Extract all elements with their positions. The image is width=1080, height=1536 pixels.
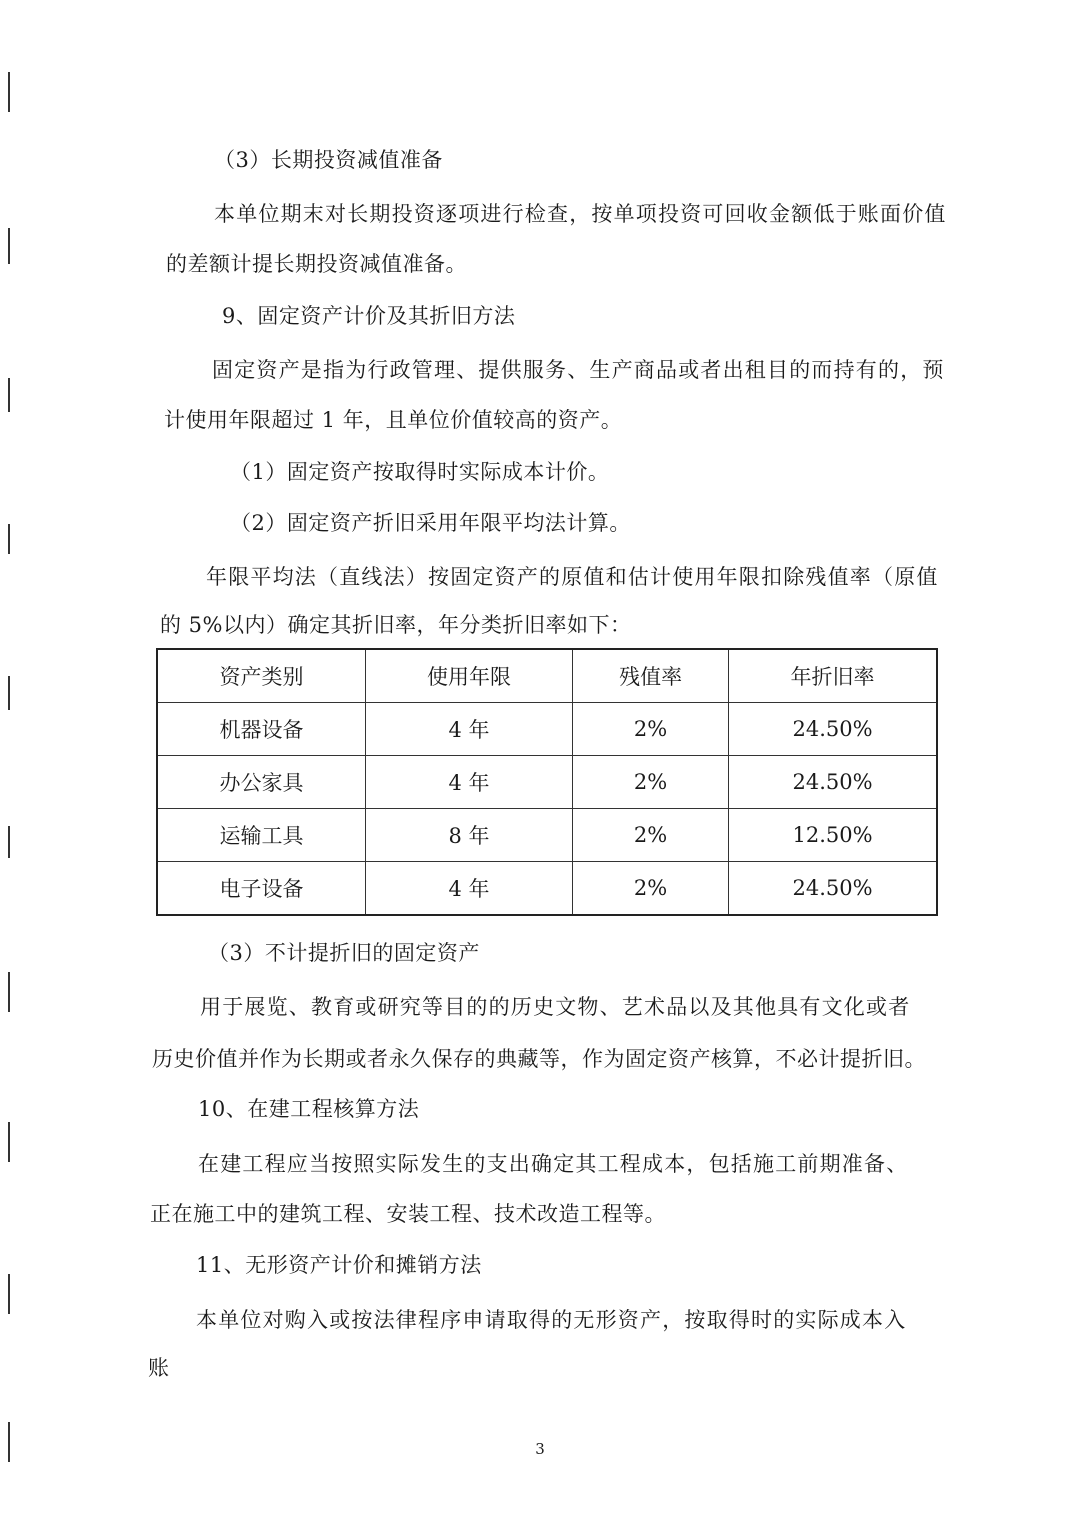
table-cell: 2% (573, 862, 729, 916)
paragraph-text: 账 (148, 1356, 170, 1380)
paragraph-text: 的 5%以内）确定其折旧率，年分类折旧率如下： (160, 613, 632, 637)
table-row (157, 756, 937, 809)
table-header-cell: 年折旧率 (729, 649, 937, 703)
scan-mark (8, 1274, 10, 1314)
paragraph-text: 正在施工中的建筑工程、安装工程、技术改造工程等。 (150, 1202, 666, 1226)
scan-mark (8, 524, 10, 554)
section-heading-fixed-assets: 9、固定资产计价及其折旧方法 (222, 304, 516, 328)
scan-mark (8, 72, 10, 112)
paragraph-text: 的差额计提长期投资减值准备。 (166, 252, 467, 276)
table-cell: 4 年 (365, 703, 572, 756)
scan-mark (8, 826, 10, 858)
table-cell: 机器设备 (157, 703, 365, 756)
table-cell: 24.50% (729, 862, 937, 916)
table-row (157, 862, 937, 916)
paragraph-text: 年限平均法（直线法）按固定资产的原值和估计使用年限扣除残值率（原值 (206, 565, 939, 589)
table-cell: 24.50% (729, 703, 937, 756)
table-cell: 2% (573, 756, 729, 809)
table-cell: 办公家具 (157, 756, 365, 809)
paragraph-text: 用于展览、教育或研究等目的的历史文物、艺术品以及其他具有文化或者 (200, 995, 911, 1019)
table-cell: 2% (573, 809, 729, 862)
paragraph-text: 计使用年限超过 1 年，且单位价值较高的资产。 (164, 408, 623, 432)
paragraph-text: 本单位对购入或按法律程序申请取得的无形资产，按取得时的实际成本入 (196, 1308, 907, 1332)
depreciation-rate-table (156, 648, 938, 916)
paragraph-text: 本单位期末对长期投资逐项进行检查，按单项投资可回收金额低于账面价值 (214, 202, 947, 226)
list-item: （1）固定资产按取得时实际成本计价。 (230, 460, 610, 484)
table-row (157, 809, 937, 862)
table-header-cell: 残值率 (573, 649, 729, 703)
table-header-cell: 使用年限 (365, 649, 572, 703)
table-cell: 4 年 (365, 862, 572, 916)
paragraph-text: 历史价值并作为长期或者永久保存的典藏等，作为固定资产核算，不必计提折旧。 (152, 1047, 926, 1071)
table-cell: 2% (573, 703, 729, 756)
table-cell: 8 年 (365, 809, 572, 862)
scan-mark (8, 1422, 10, 1462)
table-cell: 4 年 (365, 756, 572, 809)
table-cell: 12.50% (729, 809, 937, 862)
scan-mark (8, 972, 10, 1012)
paragraph-text: 在建工程应当按照实际发生的支出确定其工程成本，包括施工前期准备、 (198, 1152, 909, 1176)
table-row (157, 703, 937, 756)
scan-mark (8, 378, 10, 412)
scan-mark (8, 228, 10, 264)
subheading-non-depreciated-assets: （3）不计提折旧的固定资产 (208, 941, 480, 965)
scan-mark (8, 676, 10, 710)
paragraph-text: 固定资产是指为行政管理、提供服务、生产商品或者出租目的而持有的，预 (212, 358, 945, 382)
table-header-row (157, 649, 937, 703)
page-number: 3 (535, 1440, 545, 1458)
list-item: （2）固定资产折旧采用年限平均法计算。 (230, 511, 631, 535)
section-heading-intangible-assets: 11、无形资产计价和摊销方法 (196, 1253, 482, 1277)
table-cell: 运输工具 (157, 809, 365, 862)
scan-mark (8, 1122, 10, 1162)
table-cell: 电子设备 (157, 862, 365, 916)
subheading-long-term-investment-impairment: （3）长期投资减值准备 (214, 148, 443, 172)
table-header-cell: 资产类别 (157, 649, 365, 703)
section-heading-construction: 10、在建工程核算方法 (198, 1097, 420, 1121)
table-cell: 24.50% (729, 756, 937, 809)
